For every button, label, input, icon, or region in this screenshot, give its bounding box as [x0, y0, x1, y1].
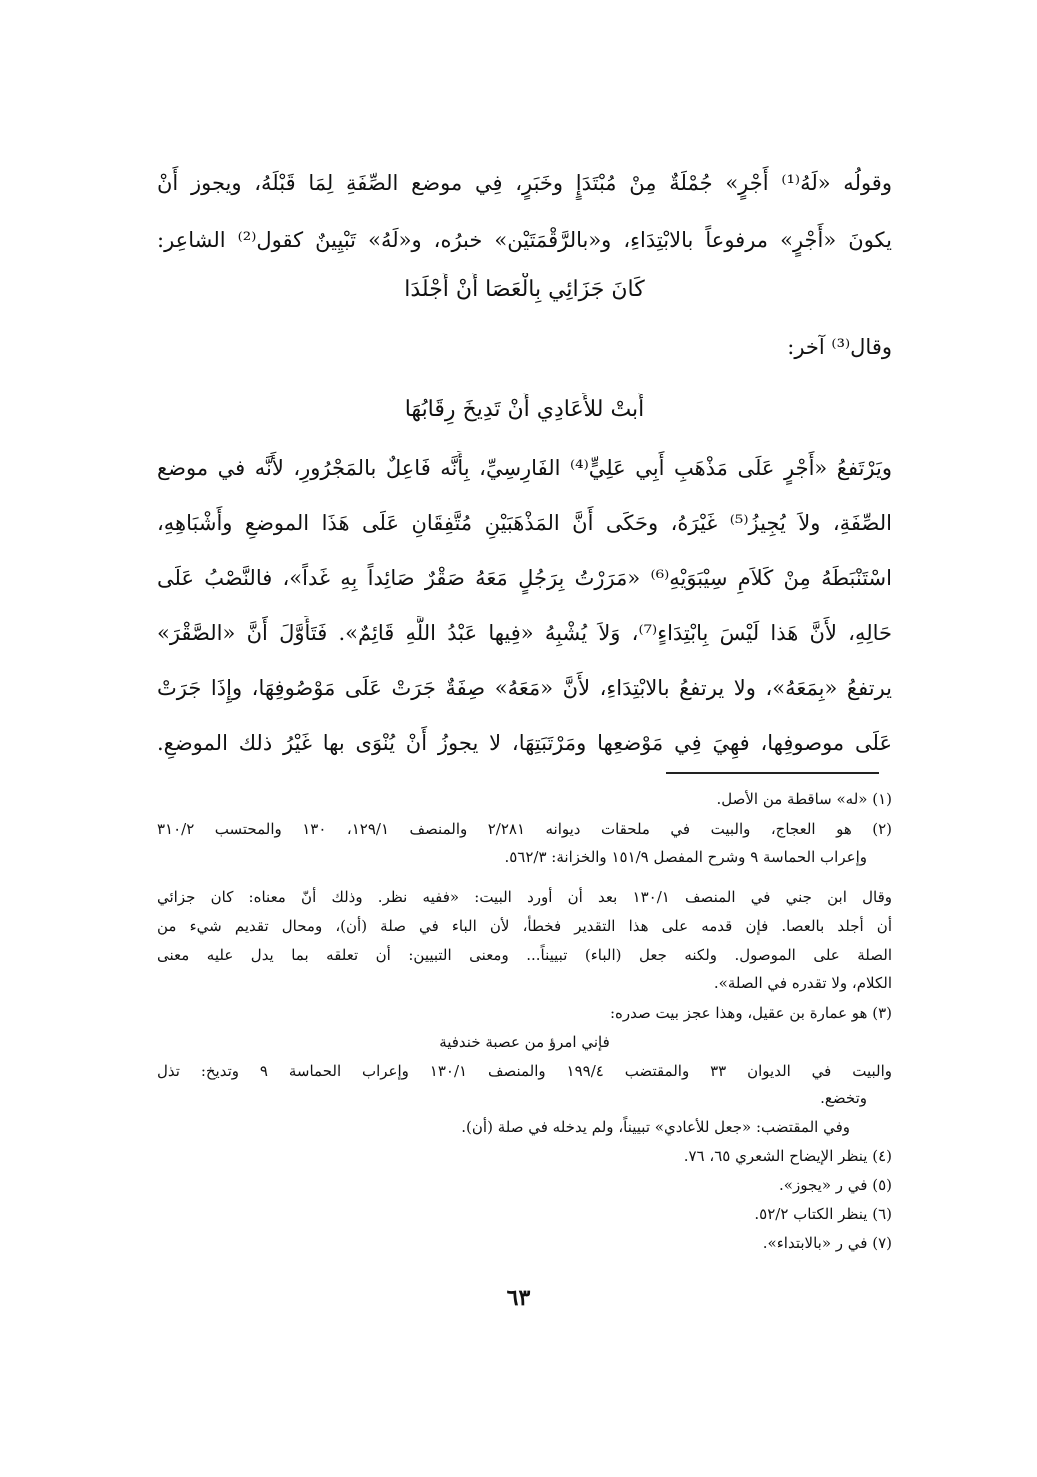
footnote-3-comment-2: وفي المقتضب: «جعل للأعادي» تبييناً، ولم يدخله في صلة (أن).: [461, 1118, 850, 1136]
main-text-line-1: وقولُه «لَهُ⁽¹⁾ أَجْرٍ» جُمْلَةٌ مِنْ مُبْتَدَإٍ وخَبَرٍ، فِي موضع الصِّفَةِ لِمَا قَبْلَهُ، ويجوز أَنْ: [157, 171, 892, 195]
footnote-2-comment-line-1: وقال ابن جني في المنصف ١٣٠/١ بعد أن أورد البيت: «ففيه نظر. وذلك أنّ معناه: كان جزائي: [157, 888, 892, 906]
paragraph-line-6: عَلَى موصوفِها، فهِيَ فِي مَوْضعِها ومَرْتَبَتِهَا، لا يجوزُ أَنْ يُنْوَى بها غَيْرُ ذلك الموضعِ.: [157, 731, 892, 755]
footnote-5: (٥) في ر «يجوز».: [779, 1176, 892, 1194]
footnote-6: (٦) ينظر الكتاب ٥٢/٢.: [754, 1205, 892, 1223]
footnote-3: (٣) هو عمارة بن عقيل، وهذا عجز بيت صدره:: [609, 1004, 892, 1022]
footnote-3-comment-line-2: وتخضع.: [820, 1089, 867, 1107]
footnote-3-comment-line-1: والبيت في الديوان ٣٣ والمقتضب ١٩٩/٤ والمنصف ١٣٠/١ وإعراب الحماسة ٩ وتديخ: تذل: [157, 1062, 892, 1080]
page-number: ٦٣: [506, 1285, 531, 1311]
footnote-4: (٤) ينظر الإيضاح الشعري ٦٥، ٧٦.: [683, 1147, 892, 1165]
paragraph-line-5: يرتفعُ «بِمَعَهُ»، ولا يرتفعُ بالابْتِدَاءِ، لأَنَّ «مَعَهُ» صِفَةٌ جَرَتْ عَلَى مَوْصُوفِهَا، وإِذَا جَرَتْ: [157, 676, 892, 700]
footnote-2-comment-line-2: أن أجلد بالعصا. فإن قدمه على هذا التقدير فخطأ، لأن الباء في صلة (أن)، ومحال تقديم شيء من: [157, 917, 892, 935]
footnote-2-comment-line-3: الصلة على الموصول. ولكنه جعل (الباء) تبييناً... ومعنى التبيين: أن تعلقه بما يدل عليه معنى: [157, 946, 892, 964]
footnote-2-line-2: وإعراب الحماسة ٩ وشرح المفصل ١٥١/٩ والخزانة: ٥٦٢/٣.: [504, 848, 867, 866]
footnote-separator: [666, 772, 879, 774]
paragraph-line-3: اسْتَنْبَطَهُ مِنْ كَلاَمِ سِيْبَوَيْهِ⁽⁶⁾ «مَرَرْتُ بِرَجُلٍ مَعَهُ صَقْرٌ صَائِداً بِهِ غَداً»، فالنَّصْبُ عَلَى: [157, 566, 892, 590]
footnote-1: (١) «له» ساقطة من الأصل.: [716, 790, 892, 808]
verse-2: أَبتْ للأَعَادِي أَنْ تَدِيخَ رِقَابُهَا: [404, 397, 645, 422]
quote-intro: وقال⁽³⁾ آخر:: [787, 335, 892, 359]
footnote-3-verse: فإني امرؤ من عصبة خندفية: [439, 1033, 610, 1051]
footnote-2-line-1: (٢) هو العجاج، والبيت في ملحقات ديوانه ٢/٢٨١ والمنصف ١٢٩/١، ١٣٠ والمحتسب ٣١٠/٢: [157, 820, 892, 838]
paragraph-line-1: ويَرْتَفعُ «أَجْرٍ عَلَى مَذْهَبِ أَبِي عَلِيٍّ⁽⁴⁾ الفَارِسِيِّ، بِأَنَّه فَاعِلٌ بالمَجْرُورِ، لأَنَّه في موضع: [157, 456, 892, 480]
main-text-line-2: يكونَ «أَجْرٍ» مرفوعاً بالابْتِدَاءِ، و«بالرَّقْمَتَيْن» خبرُه، و«لَهُ» تَبْيِينٌ كقول⁽²⁾ الشاعِر:: [157, 228, 892, 252]
footnote-7: (٧) في ر «بالابتداء».: [762, 1234, 892, 1252]
paragraph-line-4: حَالِهِ، لأَنَّ هَذا لَيْسَ بِابْتِدَاءٍ⁽⁷⁾، وَلاَ يُشْبِهُ «فِيها عَبْدُ اللَّهِ قَائِمٌ». فَتَأَوَّلَ أَنَّ «الصَّقْرَ»: [157, 621, 892, 645]
footnote-2-comment-line-4: الكلام، ولا تقدره في الصلة».: [713, 974, 892, 992]
paragraph-line-2: الصِّفَةِ، ولاَ يُجِيزُ⁽⁵⁾ غَيْرَهُ، وحَكَى أَنَّ المَذْهَبَيْنِ مُتَّفِقَانِ عَلَى هَذَا الموضعِ وأَشْبَاهِهِ،: [157, 511, 892, 535]
verse-1: كَانَ جَزَائِي بِالْعَصَا أَنْ أُجْلَدَا: [404, 277, 645, 302]
